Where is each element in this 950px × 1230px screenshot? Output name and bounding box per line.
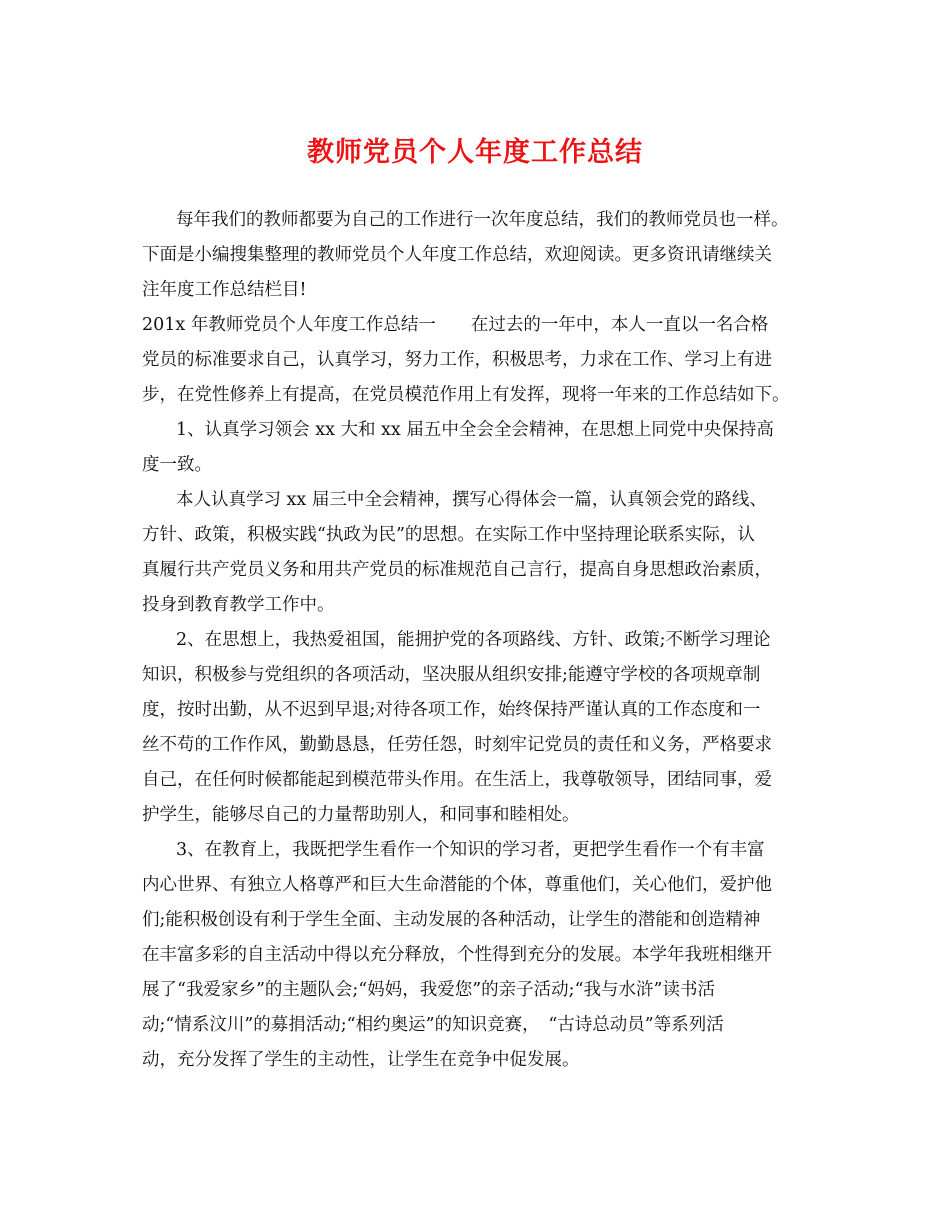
body-line: 下面是小编搜集整理的教师党员个人年度工作总结，欢迎阅读。更多资讯请继续关 bbox=[142, 245, 772, 265]
body-line: 2、在思想上，我热爱祖国，能拥护党的各项路线、方针、政策;不断学习理论 bbox=[176, 630, 771, 650]
body-line: 们;能积极创设有利于学生全面、主动发展的各种活动，让学生的潜能和创造精神 bbox=[142, 910, 761, 930]
body-line: 201x 年教师党员个人年度工作总结一 在过去的一年中，本人一直以一名合格 bbox=[142, 315, 769, 335]
body-line: 3、在教育上，我既把学生看作一个知识的学习者，更把学生看作一个有丰富 bbox=[176, 840, 765, 860]
body-line: 真履行共产党员义务和用共产党员的标准规范自己言行，提高自身思想政治素质， bbox=[142, 560, 772, 580]
body-line: 本人认真学习 xx 届三中全会精神，撰写心得体会一篇，认真领会党的路线、 bbox=[176, 490, 767, 510]
body-line: 度一致。 bbox=[142, 455, 212, 475]
body-line: 1、认真学习领会 xx 大和 xx 届五中全会全会精神，在思想上同党中央保持高 bbox=[176, 420, 774, 440]
body-line: 自己，在任何时候都能起到模范带头作用。在生活上，我尊敬领导，团结同事，爱 bbox=[142, 770, 772, 790]
body-line: 方针、政策，积极实践“执政为民”的思想。在实际工作中坚持理论联系实际，认 bbox=[142, 525, 755, 545]
body-line: 党员的标准要求自己，认真学习，努力工作，积极思考，力求在工作、学习上有进 bbox=[142, 350, 772, 370]
body-line: 在丰富多彩的自主活动中得以充分释放，个性得到充分的发展。本学年我班相继开 bbox=[142, 945, 772, 965]
body-line: 投身到教育教学工作中。 bbox=[142, 595, 335, 615]
body-line: 知识，积极参与党组织的各项活动，坚决服从组织安排;能遵守学校的各项规章制 bbox=[142, 665, 761, 685]
body-line: 度，按时出勤，从不迟到早退;对待各项工作，始终保持严谨认真的工作态度和一 bbox=[142, 700, 761, 720]
body-line: 动;“情系汶川”的募捐活动;“相约奥运”的知识竞赛， “古诗总动员”等系列活 bbox=[142, 1015, 724, 1035]
body-line: 丝不苟的工作作风，勤勤恳恳，任劳任怨，时刻牢记党员的责任和义务，严格要求 bbox=[142, 735, 772, 755]
body-line: 护学生，能够尽自己的力量帮助别人，和同事和睦相处。 bbox=[142, 805, 580, 825]
body-line: 每年我们的教师都要为自己的工作进行一次年度总结，我们的教师党员也一样。 bbox=[176, 210, 789, 230]
body-line: 内心世界、有独立人格尊严和巨大生命潜能的个体，尊重他们，关心他们，爱护他 bbox=[142, 875, 772, 895]
body-line: 动，充分发挥了学生的主动性，让学生在竞争中促发展。 bbox=[142, 1050, 580, 1070]
body-line: 注年度工作总结栏目! bbox=[142, 280, 307, 300]
body-line: 步，在党性修养上有提高，在党员模范作用上有发挥，现将一年来的工作总结如下。 bbox=[142, 385, 790, 405]
document-title: 教师党员个人年度工作总结 bbox=[307, 137, 643, 168]
body-line: 展了“我爱家乡”的主题队会;“妈妈，我爱您”的亲子活动;“我与水浒”读书活 bbox=[142, 980, 715, 1000]
